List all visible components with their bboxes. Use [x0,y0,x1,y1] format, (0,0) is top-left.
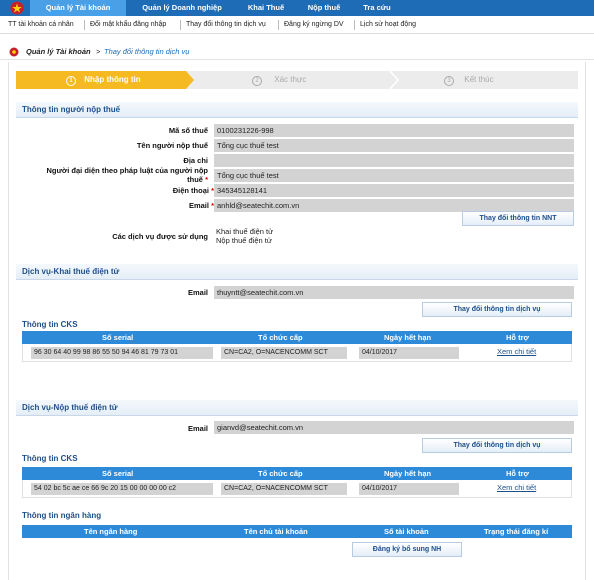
col-ten-chu-tai-khoan: Tên chủ tài khoản [244,527,308,536]
field-email: anhld@seatechit.com.vn [214,199,574,212]
nop-thue-email-field: gianvd@seatechit.com.vn [214,421,574,434]
subnav-dang-ky-ngung[interactable]: Đăng ký ngừng DV [284,21,344,28]
col-ho-tro: Hỗ trợ [506,333,529,342]
tab-quan-ly-doanh-nghiep[interactable]: Quản lý Doanh nghiệp [142,3,222,12]
label-dich-vu: Các dịch vụ được sử dụng [112,232,208,241]
col-ngay-het-han: Ngày hết hạn [384,333,432,342]
label-nguoi-dai-dien-text: Người đại diện theo pháp luật của người nộp thuế [46,166,208,184]
nop-thue-change-service-button[interactable]: Thay đổi thông tin dịch vụ [422,438,572,453]
khai-thue-email-field: thuyntt@seatechit.com.vn [214,286,574,299]
subnav-thay-doi-dich-vu[interactable]: Thay đổi thông tin dịch vụ [186,21,266,28]
label-nguoi-dai-dien [30,166,208,184]
subnav-doi-mat-khau[interactable]: Đổi mật khẩu đăng nhập [90,21,167,28]
step-3-label: Kết thúc [464,75,494,84]
logo-icon [10,1,24,15]
label-dien-thoai-text: Điện thoại [172,186,209,195]
label-dien-thoai [173,186,214,195]
field-ten-nnt: Tổng cục thuế test [214,139,574,152]
required-mark: * [211,201,214,210]
bank-info-title: Thông tin ngân hàng [22,511,102,520]
step-1 [66,71,141,89]
col-ngay-het-han: Ngày hết hạn [384,469,432,478]
col-to-chuc-cap: Tổ chức cấp [258,333,303,342]
service-khai-thue: Khai thuế điện tử [216,227,274,236]
field-dia-chi [214,154,574,167]
breadcrumb-separator: > [96,47,101,56]
section-taxpayer-title: Thông tin người nộp thuế [22,105,121,114]
top-nav [0,0,594,16]
nop-thue-cks-title: Thông tin CKS [22,454,78,463]
col-ten-ngan-hang: Tên ngân hàng [84,527,138,536]
section-taxpayer [16,102,578,118]
field-mst: 0100231226-998 [214,124,574,137]
subnav-tt-tai-khoan[interactable]: TT tài khoản cá nhân [8,21,74,28]
label-email-text: Email [188,201,209,210]
label-mst: Mã số thuế [168,126,208,135]
section-nop-thue-title: Dịch vụ-Nộp thuế điện tử [22,403,118,412]
add-bank-button[interactable]: Đăng ký bổ sung NH [352,542,462,557]
step-1-number: 1 [66,76,76,86]
sub-nav [0,16,594,34]
breadcrumb-current: Thay đổi thông tin dịch vụ [104,47,190,56]
col-so-serial: Số serial [102,333,134,342]
label-nop-thue-email: Email [187,424,208,433]
step-1-label: Nhập thông tin [84,75,141,84]
subnav-lich-su[interactable]: Lịch sử hoạt động [360,21,417,28]
step-3-number: 3 [444,76,454,86]
tab-tra-cuu[interactable]: Tra cứu [363,3,391,12]
khai-thue-cks-title: Thông tin CKS [22,320,78,329]
label-email [189,201,214,210]
label-dia-chi: Địa chỉ [183,156,208,165]
required-mark: * [211,186,214,195]
field-dien-thoai: 345345128141 [214,184,574,197]
step-2-number: 2 [252,76,262,86]
label-ten-nnt: Tên người nộp thuế [136,141,208,150]
khai-thue-change-service-button[interactable]: Thay đổi thông tin dịch vụ [422,302,572,317]
col-so-tai-khoan: Số tài khoản [384,527,429,536]
field-nguoi-dai-dien: Tổng cục thuế test [214,169,574,182]
cks-serial: 96 30 64 40 99 98 86 55 50 94 46 81 79 73 01 [31,347,213,359]
step-2-label: Xác thực [274,75,307,84]
label-khai-thue-email: Email [187,288,208,297]
subnav-divider [84,20,85,30]
bank-table-header [22,525,572,538]
col-ho-tro: Hỗ trợ [506,469,529,478]
col-so-serial: Số serial [102,469,134,478]
cks-expiry: 04/10/2017 [359,483,459,495]
table-row [22,344,572,362]
section-khai-thue [16,264,578,280]
breadcrumb [0,44,594,60]
cks-view-detail-link[interactable]: Xem chi tiết [497,347,537,356]
khai-thue-cks-header [22,331,572,344]
tab-khai-thue[interactable]: Khai Thuế [247,3,285,12]
section-khai-thue-title: Dịch vụ-Khai thuế điện tử [22,267,120,276]
step-3 [444,71,494,89]
cks-serial: 54 02 bc 5c ae ce 66 9c 20 15 00 00 00 00 c2 [31,483,213,495]
subnav-divider [180,20,181,30]
nop-thue-cks-header [22,467,572,480]
cks-issuer: CN=CA2, O=NACENCOMM SCT [221,483,347,495]
col-to-chuc-cap: Tổ chức cấp [258,469,303,478]
subnav-divider [278,20,279,30]
cks-expiry: 04/10/2017 [359,347,459,359]
emblem-icon [8,47,20,57]
tab-nop-thue[interactable]: Nộp thuế [307,3,341,12]
step-2 [252,71,306,89]
required-mark: * [205,175,208,184]
change-taxpayer-info-button[interactable]: Thay đổi thông tin NNT [462,211,574,226]
section-nop-thue [16,400,578,416]
cks-issuer: CN=CA2, O=NACENCOMM SCT [221,347,347,359]
col-trang-thai: Trạng thái đăng kí [484,527,549,536]
subnav-divider [354,20,355,30]
cks-view-detail-link[interactable]: Xem chi tiết [497,483,537,492]
tab-quan-ly-tai-khoan[interactable]: Quản lý Tài khoản [30,0,126,16]
service-nop-thue: Nộp thuế điện tử [216,236,272,245]
breadcrumb-root[interactable]: Quản lý Tài khoản [26,47,91,56]
table-row [22,480,572,498]
